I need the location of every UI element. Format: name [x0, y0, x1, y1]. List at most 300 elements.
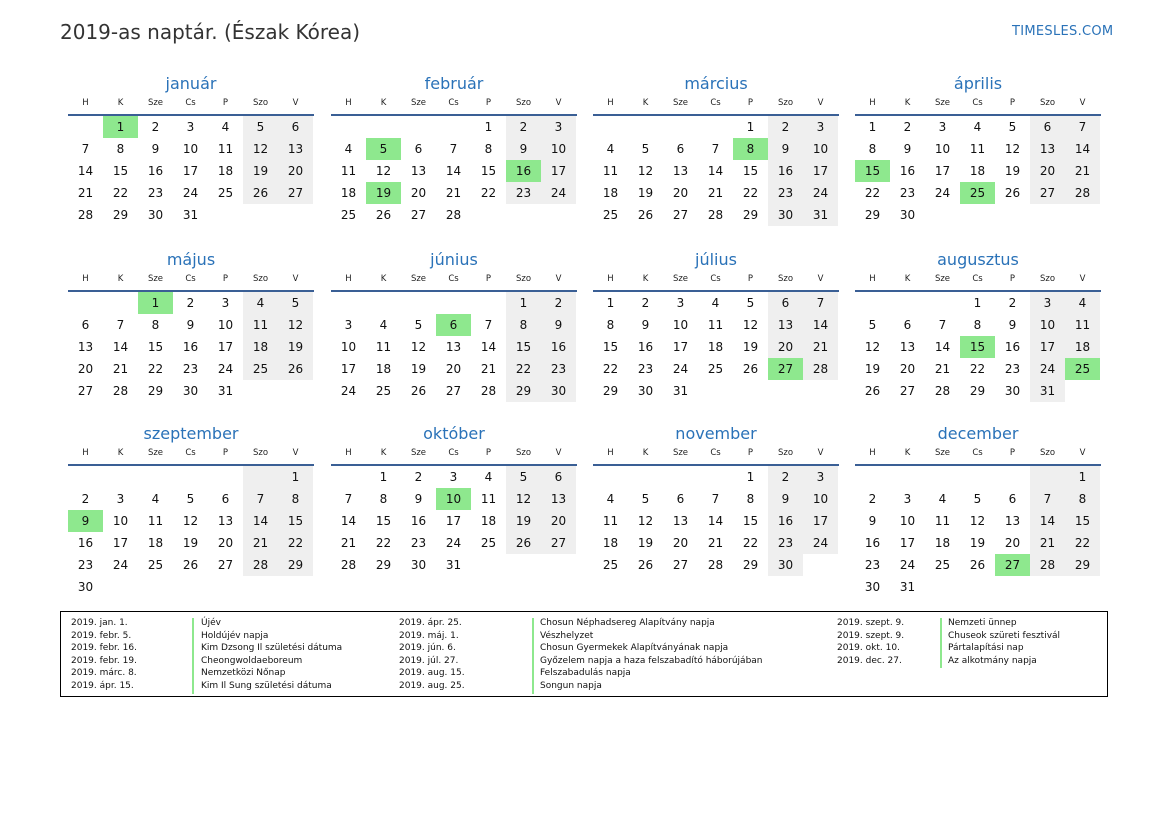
- day-cell: 24: [803, 532, 838, 554]
- day-cell: 17: [1030, 336, 1065, 358]
- day-cell: 15: [480, 164, 497, 178]
- day-cell: 25: [1065, 358, 1100, 380]
- day-cell: 9: [903, 142, 912, 156]
- weekday-label: P: [222, 98, 229, 108]
- day-cell: 21: [243, 532, 278, 554]
- day-cell: 14: [480, 340, 497, 354]
- day-cell: 30: [77, 580, 94, 594]
- weekday-label: K: [642, 448, 649, 458]
- day-cell: 18: [243, 336, 278, 358]
- day-cell: 23: [410, 536, 427, 550]
- day-cell: 1: [506, 292, 541, 314]
- day-cell: 6: [278, 116, 313, 138]
- empty-cell: [278, 576, 313, 598]
- weekday-label: Sze: [147, 98, 164, 108]
- day-cell: 1: [103, 116, 138, 138]
- weekday-label: Szo: [1039, 98, 1056, 108]
- empty-cell: [243, 380, 278, 402]
- month-április: [855, 73, 1101, 226]
- empty-cell: [733, 380, 768, 402]
- day-cell: 11: [217, 142, 234, 156]
- day-cell: 26: [375, 208, 392, 222]
- weekday-label: P: [485, 448, 492, 458]
- day-cell: 18: [969, 164, 986, 178]
- day-cell: 9: [768, 488, 803, 510]
- day-cell: 29: [602, 384, 619, 398]
- day-cell: 2: [1008, 296, 1017, 310]
- weekday-label: K: [904, 448, 911, 458]
- weekday-label: Sze: [934, 274, 951, 284]
- day-cell: 12: [182, 514, 199, 528]
- day-cell: 23: [1004, 362, 1021, 376]
- day-cell: 5: [414, 318, 423, 332]
- day-cell: 16: [147, 164, 164, 178]
- day-cell: 27: [672, 208, 689, 222]
- empty-cell: [995, 204, 1030, 226]
- day-cell: 23: [147, 186, 164, 200]
- weekday-label: V: [1079, 98, 1086, 108]
- day-cell: 28: [1030, 554, 1065, 576]
- day-cell: 28: [243, 554, 278, 576]
- weekday-label: Sze: [672, 448, 689, 458]
- day-cell: 10: [899, 514, 916, 528]
- weekday-label: H: [82, 98, 89, 108]
- legend-holiday-name: Pártalapítási nap: [948, 643, 1024, 654]
- day-cell: 15: [742, 514, 759, 528]
- day-cell: 3: [676, 296, 685, 310]
- weekday-label: Sze: [672, 274, 689, 284]
- day-cell: 22: [506, 358, 541, 380]
- weekday-label: H: [607, 274, 614, 284]
- legend-date: 2019. aug. 25.: [399, 681, 465, 691]
- day-cell: 18: [217, 164, 234, 178]
- day-cell: 21: [1030, 532, 1065, 554]
- day-cell: 3: [803, 116, 838, 138]
- day-cell: 20: [77, 362, 94, 376]
- empty-cell: [173, 576, 208, 598]
- empty-cell: [628, 116, 663, 138]
- day-cell: 11: [934, 514, 951, 528]
- empty-cell: [541, 554, 576, 576]
- month-name: április: [953, 74, 1003, 93]
- day-cell: 13: [217, 514, 234, 528]
- day-cell: 7: [1065, 116, 1100, 138]
- day-grid: [68, 466, 314, 598]
- day-cell: 12: [243, 138, 278, 160]
- day-cell: 8: [379, 492, 388, 506]
- day-cell: 11: [602, 164, 619, 178]
- day-cell: 8: [116, 142, 125, 156]
- empty-cell: [593, 466, 628, 488]
- empty-cell: [803, 380, 838, 402]
- day-cell: 12: [637, 164, 654, 178]
- month-október: [331, 423, 577, 576]
- legend-date: 2019. júl. 27.: [399, 655, 459, 666]
- day-cell: 17: [541, 160, 576, 182]
- weekday-label: V: [555, 98, 562, 108]
- empty-cell: [471, 554, 506, 576]
- day-cell: 7: [711, 492, 720, 506]
- weekday-label: V: [1079, 274, 1086, 284]
- weekday-label: H: [869, 274, 876, 284]
- month-name: november: [675, 424, 757, 443]
- weekday-label: Szo: [1039, 448, 1056, 458]
- legend-date: 2019. ápr. 15.: [71, 681, 134, 691]
- day-cell: 24: [1030, 358, 1065, 380]
- day-cell: 29: [506, 380, 541, 402]
- weekday-header: [68, 445, 314, 466]
- day-cell: 3: [541, 116, 576, 138]
- empty-cell: [331, 466, 366, 488]
- day-cell: 29: [278, 554, 313, 576]
- legend-date: 2019. febr. 5.: [71, 630, 132, 641]
- weekday-label: K: [117, 448, 124, 458]
- weekday-label: Cs: [448, 274, 459, 284]
- empty-cell: [1030, 204, 1065, 226]
- day-cell: 21: [77, 186, 94, 200]
- day-cell: 24: [541, 182, 576, 204]
- day-cell: 10: [541, 138, 576, 160]
- day-cell: 2: [186, 296, 195, 310]
- day-cell: 19: [1004, 164, 1021, 178]
- day-cell: 3: [449, 470, 458, 484]
- weekday-label: K: [117, 274, 124, 284]
- day-cell: 20: [672, 536, 689, 550]
- day-cell: 22: [480, 186, 497, 200]
- day-cell: 14: [1030, 510, 1065, 532]
- empty-cell: [103, 466, 138, 488]
- day-cell: 11: [375, 340, 392, 354]
- day-cell: 9: [768, 138, 803, 160]
- day-cell: 17: [217, 340, 234, 354]
- day-cell: 19: [182, 536, 199, 550]
- legend-date: 2019. jan. 1.: [71, 618, 128, 628]
- day-cell: 14: [1065, 138, 1100, 160]
- empty-cell: [436, 292, 471, 314]
- month-name: szeptember: [143, 424, 239, 443]
- day-cell: 17: [182, 164, 199, 178]
- weekday-label: Szo: [777, 448, 794, 458]
- day-cell: 17: [112, 536, 129, 550]
- day-cell: 14: [707, 164, 724, 178]
- day-cell: 28: [1065, 182, 1100, 204]
- day-cell: 14: [112, 340, 129, 354]
- day-cell: 9: [151, 142, 160, 156]
- empty-cell: [173, 466, 208, 488]
- month-február: [331, 73, 577, 226]
- day-cell: 14: [340, 514, 357, 528]
- day-cell: 16: [864, 536, 881, 550]
- day-cell: 12: [375, 164, 392, 178]
- weekday-label: Sze: [672, 98, 689, 108]
- legend-holiday-name: Chuseok szüreti fesztivál: [948, 630, 1061, 641]
- day-cell: 8: [278, 488, 313, 510]
- weekday-label: Cs: [448, 448, 459, 458]
- weekday-header: [593, 95, 839, 116]
- day-cell: 11: [707, 318, 724, 332]
- empty-cell: [68, 292, 103, 314]
- day-cell: 26: [506, 532, 541, 554]
- day-cell: 15: [506, 336, 541, 358]
- day-cell: 12: [1004, 142, 1021, 156]
- weekday-header: [331, 445, 577, 466]
- weekday-label: Cs: [185, 448, 196, 458]
- day-cell: 4: [221, 120, 230, 134]
- day-cell: 20: [445, 362, 462, 376]
- day-cell: 1: [379, 470, 388, 484]
- day-cell: 21: [112, 362, 129, 376]
- empty-cell: [401, 116, 436, 138]
- empty-cell: [698, 380, 733, 402]
- day-cell: 4: [973, 120, 982, 134]
- day-cell: 6: [676, 492, 685, 506]
- day-cell: 27: [995, 554, 1030, 576]
- weekday-header: [68, 95, 314, 116]
- weekday-label: P: [485, 98, 492, 108]
- day-cell: 11: [243, 314, 278, 336]
- day-cell: 12: [637, 514, 654, 528]
- day-cell: 7: [449, 142, 458, 156]
- weekday-label: K: [117, 98, 124, 108]
- day-cell: 24: [445, 536, 462, 550]
- empty-cell: [698, 116, 733, 138]
- day-cell: 13: [899, 340, 916, 354]
- day-cell: 26: [278, 358, 313, 380]
- weekday-label: Szo: [252, 448, 269, 458]
- day-cell: 5: [1008, 120, 1017, 134]
- legend-holiday-name: Holdújév napja: [201, 630, 269, 641]
- weekday-label: Sze: [147, 274, 164, 284]
- day-cell: 4: [243, 292, 278, 314]
- day-cell: 5: [746, 296, 755, 310]
- day-cell: 9: [506, 138, 541, 160]
- holiday-legend: [60, 611, 1108, 697]
- day-cell: 18: [147, 536, 164, 550]
- day-cell: 27: [77, 384, 94, 398]
- day-cell: 29: [112, 208, 129, 222]
- day-cell: 25: [707, 362, 724, 376]
- day-cell: 31: [445, 558, 462, 572]
- day-cell: 19: [243, 160, 278, 182]
- day-cell: 20: [1004, 536, 1021, 550]
- day-cell: 21: [707, 186, 724, 200]
- empty-cell: [593, 116, 628, 138]
- day-cell: 26: [182, 558, 199, 572]
- day-cell: 19: [410, 362, 427, 376]
- day-cell: 22: [602, 362, 619, 376]
- day-cell: 16: [637, 340, 654, 354]
- weekday-label: P: [222, 274, 229, 284]
- weekday-label: K: [380, 98, 387, 108]
- day-cell: 27: [541, 532, 576, 554]
- weekday-label: Szo: [515, 98, 532, 108]
- day-grid: [855, 292, 1101, 402]
- weekday-label: V: [555, 448, 562, 458]
- day-cell: 28: [77, 208, 94, 222]
- empty-cell: [663, 466, 698, 488]
- day-cell: 25: [217, 186, 234, 200]
- day-cell: 18: [340, 186, 357, 200]
- day-cell: 7: [803, 292, 838, 314]
- day-cell: 6: [1030, 116, 1065, 138]
- weekday-label: Cs: [448, 98, 459, 108]
- day-cell: 10: [803, 138, 838, 160]
- day-cell: 22: [112, 186, 129, 200]
- day-cell: 22: [1065, 532, 1100, 554]
- day-cell: 24: [112, 558, 129, 572]
- page-title: 2019-as naptár. (Észak Kórea): [60, 20, 361, 44]
- day-cell: 22: [742, 536, 759, 550]
- day-cell: 16: [768, 160, 803, 182]
- day-cell: 24: [182, 186, 199, 200]
- day-cell: 27: [768, 358, 803, 380]
- weekday-label: K: [380, 274, 387, 284]
- legend-date: 2019. febr. 16.: [71, 643, 137, 654]
- day-cell: 3: [344, 318, 353, 332]
- day-cell: 14: [934, 340, 951, 354]
- day-cell: 6: [676, 142, 685, 156]
- day-cell: 31: [672, 384, 689, 398]
- day-cell: 15: [742, 164, 759, 178]
- weekday-label: P: [747, 274, 754, 284]
- day-cell: 19: [506, 510, 541, 532]
- day-cell: 19: [742, 340, 759, 354]
- day-cell: 11: [480, 492, 497, 506]
- empty-cell: [436, 116, 471, 138]
- day-cell: 14: [243, 510, 278, 532]
- day-cell: 31: [803, 204, 838, 226]
- day-cell: 10: [934, 142, 951, 156]
- empty-cell: [243, 204, 278, 226]
- weekday-label: Sze: [410, 98, 427, 108]
- day-cell: 23: [768, 532, 803, 554]
- weekday-label: Cs: [972, 448, 983, 458]
- weekday-label: Sze: [934, 448, 951, 458]
- day-cell: 13: [768, 314, 803, 336]
- empty-cell: [1065, 204, 1100, 226]
- brand-link[interactable]: TIMESLES.COM: [1012, 24, 1114, 39]
- empty-cell: [278, 204, 313, 226]
- legend-date: 2019. okt. 10.: [837, 643, 900, 654]
- day-cell: 24: [934, 186, 951, 200]
- day-cell: 23: [899, 186, 916, 200]
- legend-holiday-name: Vészhelyzet: [540, 630, 594, 641]
- empty-cell: [803, 554, 838, 576]
- day-cell: 8: [868, 142, 877, 156]
- day-cell: 1: [138, 292, 173, 314]
- day-cell: 25: [480, 536, 497, 550]
- legend-bar: [192, 618, 194, 694]
- month-name: augusztus: [937, 250, 1019, 269]
- day-cell: 10: [1030, 314, 1065, 336]
- day-cell: 23: [541, 358, 576, 380]
- empty-cell: [103, 292, 138, 314]
- empty-cell: [1030, 466, 1065, 488]
- empty-cell: [506, 204, 541, 226]
- day-cell: 27: [1030, 182, 1065, 204]
- empty-cell: [331, 292, 366, 314]
- weekday-label: K: [642, 274, 649, 284]
- weekday-label: H: [82, 448, 89, 458]
- day-cell: 11: [602, 514, 619, 528]
- empty-cell: [995, 576, 1030, 598]
- empty-cell: [138, 576, 173, 598]
- empty-cell: [995, 466, 1030, 488]
- day-cell: 5: [641, 142, 650, 156]
- day-cell: 8: [746, 492, 755, 506]
- day-cell: 14: [803, 314, 838, 336]
- empty-cell: [541, 204, 576, 226]
- day-cell: 3: [186, 120, 195, 134]
- legend-holiday-name: Chosun Néphadsereg Alapítvány napja: [540, 618, 715, 628]
- weekday-label: Sze: [410, 448, 427, 458]
- day-cell: 16: [541, 336, 576, 358]
- day-cell: 3: [1030, 292, 1065, 314]
- month-január: [68, 73, 314, 226]
- day-cell: 17: [445, 514, 462, 528]
- day-cell: 18: [602, 186, 619, 200]
- day-cell: 8: [606, 318, 615, 332]
- day-cell: 18: [934, 536, 951, 550]
- legend-holiday-name: Újév: [201, 618, 221, 628]
- empty-cell: [628, 466, 663, 488]
- day-cell: 30: [541, 380, 576, 402]
- day-cell: 5: [868, 318, 877, 332]
- empty-cell: [960, 466, 995, 488]
- day-cell: 22: [375, 536, 392, 550]
- day-cell: 18: [602, 536, 619, 550]
- day-cell: 31: [1030, 380, 1065, 402]
- day-cell: 30: [637, 384, 654, 398]
- day-cell: 4: [1065, 292, 1100, 314]
- day-cell: 13: [1030, 138, 1065, 160]
- month-name: október: [423, 424, 485, 443]
- legend-date: 2019. máj. 1.: [399, 630, 459, 641]
- day-cell: 28: [707, 208, 724, 222]
- day-cell: 18: [707, 340, 724, 354]
- day-cell: 25: [602, 558, 619, 572]
- weekday-label: Cs: [185, 98, 196, 108]
- day-cell: 2: [414, 470, 423, 484]
- day-cell: 4: [484, 470, 493, 484]
- day-cell: 13: [278, 138, 313, 160]
- day-cell: 5: [506, 466, 541, 488]
- day-cell: 15: [855, 160, 890, 182]
- day-cell: 30: [1004, 384, 1021, 398]
- day-cell: 30: [768, 554, 803, 576]
- day-grid: [855, 116, 1101, 226]
- day-cell: 27: [278, 182, 313, 204]
- day-cell: 19: [969, 536, 986, 550]
- month-március: [593, 73, 839, 226]
- empty-cell: [331, 116, 366, 138]
- day-grid: [331, 292, 577, 402]
- day-cell: 23: [768, 182, 803, 204]
- day-cell: 13: [541, 488, 576, 510]
- month-december: [855, 423, 1101, 598]
- day-cell: 16: [768, 510, 803, 532]
- weekday-label: Cs: [185, 274, 196, 284]
- day-cell: 19: [278, 336, 313, 358]
- empty-cell: [768, 380, 803, 402]
- legend-holiday-name: Kim Il Sung születési dátuma: [201, 681, 332, 691]
- day-cell: 1: [278, 466, 313, 488]
- day-cell: 5: [366, 138, 401, 160]
- weekday-label: K: [904, 274, 911, 284]
- weekday-label: K: [380, 448, 387, 458]
- day-grid: [593, 116, 839, 226]
- day-cell: 26: [410, 384, 427, 398]
